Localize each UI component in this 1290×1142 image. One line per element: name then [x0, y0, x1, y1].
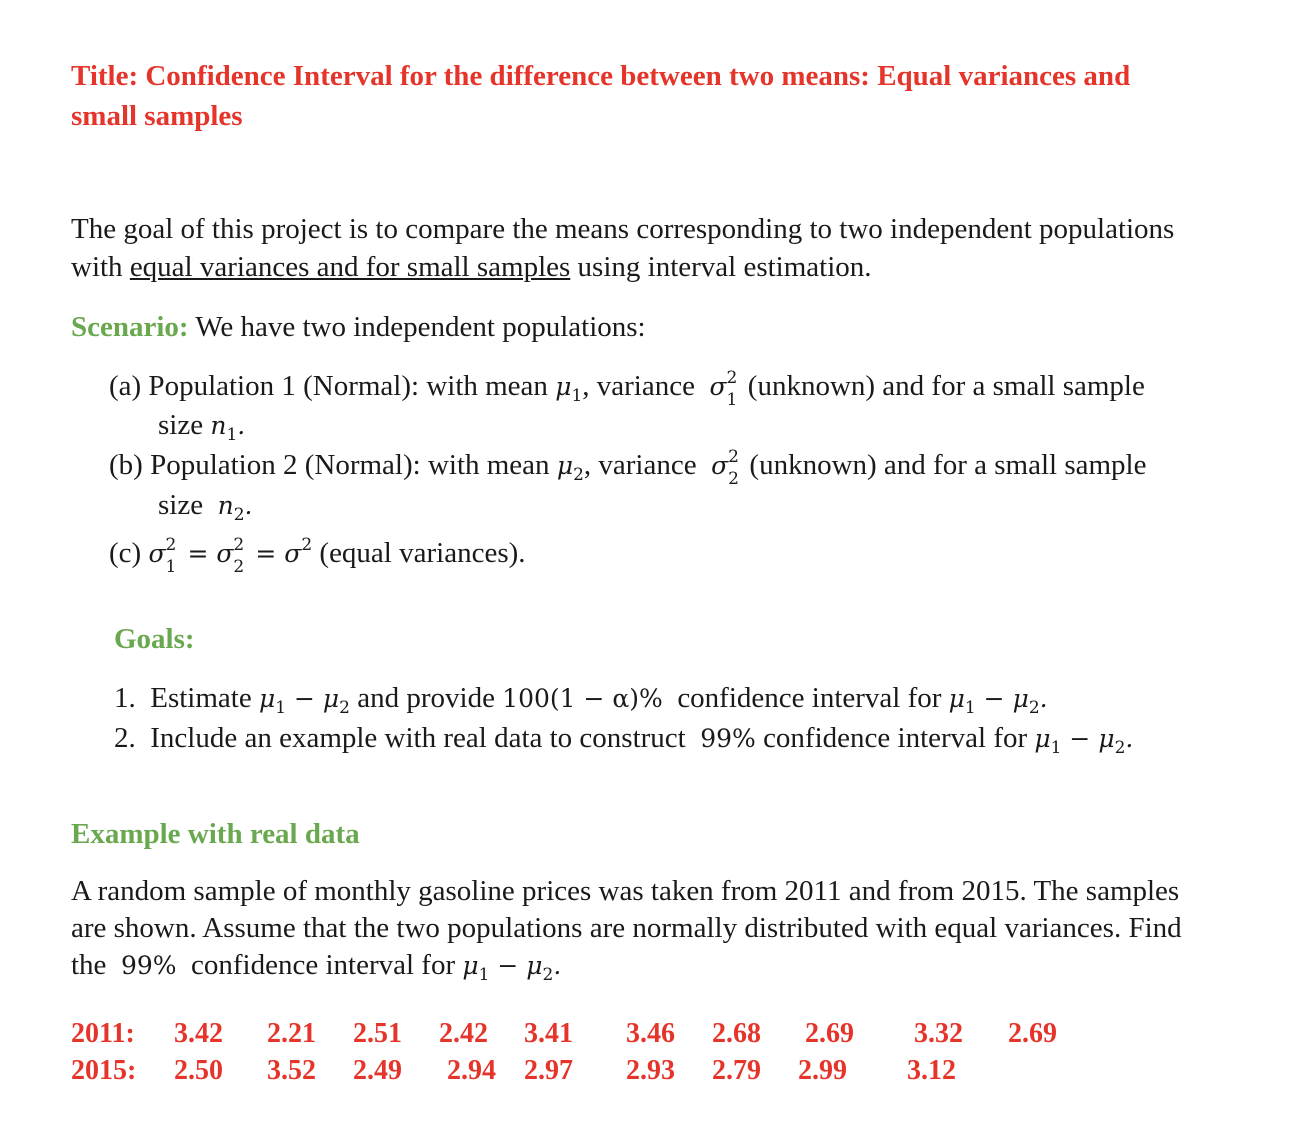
data-value: 2.68 [712, 1018, 761, 1049]
example-line-1: A random sample of monthly gasoline prices was taken from 2011 and from 2015. The samples [71, 875, 1180, 907]
data-value: 2.69 [805, 1018, 854, 1049]
data-value: 3.32 [914, 1018, 963, 1049]
data-value: 2.97 [524, 1055, 573, 1086]
data-value: 2.94 [447, 1055, 496, 1086]
data-value: 2.51 [353, 1018, 402, 1049]
data-value: 3.46 [626, 1018, 675, 1049]
scenario-item-b: (b) Population 2 (Normal): with mean $\mu_2$, variance σ 2 2 (unknown) and for a small sample [109, 447, 1147, 489]
data-value: 2.79 [712, 1055, 761, 1086]
intro-line-1: The goal of this project is to compare the means corresponding to two independent populations [71, 213, 1175, 245]
data-value: 3.42 [174, 1018, 223, 1049]
title-line-2: small samples [71, 100, 243, 132]
goal-item-2: 2. Include an example with real data to construct 99% confidence interval for $\mu_1 - \mu_2$. [114, 722, 1134, 758]
example-paragraph [71, 873, 1182, 994]
data-value: 2.69 [1008, 1018, 1057, 1049]
data-value: 2.21 [267, 1018, 316, 1049]
data-2011-label: 2011: [71, 1018, 135, 1049]
data-value: 3.12 [907, 1055, 956, 1086]
example-heading: Example with real data [71, 818, 360, 850]
data-value: 3.52 [267, 1055, 316, 1086]
scenario-item-b-size: size $n_2$. [158, 489, 253, 525]
data-2015-label: 2015: [71, 1055, 137, 1086]
scenario-item-a: (a) Population 1 (Normal): with mean $\mu_1$, variance σ 2 1 (unknown) and for a small sample [109, 368, 1145, 410]
data-value: 3.41 [524, 1018, 573, 1049]
title-line-1: Title: Confidence Interval for the difference between two means: Equal variances and [71, 60, 1131, 92]
page-title [71, 56, 1130, 136]
scenario-item-c: (c) σ 2 1 = σ 2 2 = $\sigma^2$ (equal variances). [109, 535, 526, 577]
scenario-text: We have two independent populations: [188, 311, 646, 343]
scenario-line [71, 308, 646, 346]
intro-paragraph [71, 210, 1174, 286]
intro-line-2: with equal variances and for small samples using interval estimation. [71, 251, 872, 283]
data-value: 2.99 [798, 1055, 847, 1086]
scenario-label: Scenario: [71, 311, 189, 343]
underlined-phrase: equal variances and for small samples [129, 251, 571, 283]
data-value: 2.49 [353, 1055, 402, 1086]
example-line-3: the 99% confidence interval for $\mu_1 - \mu_2$. [71, 949, 562, 985]
data-value: 2.50 [174, 1055, 223, 1086]
goal-item-1: 1. Estimate $\mu_1 - \mu_2$ and provide 100(1 − α)% confidence interval for $\mu_1 - \mu_2$. [114, 682, 1048, 718]
scenario-item-a-size: size $n_1$. [158, 409, 246, 445]
example-line-2: are shown. Assume that the two populations are normally distributed with equal variances. Find [71, 912, 1182, 944]
goals-heading: Goals: [114, 623, 195, 655]
data-value: 2.93 [626, 1055, 675, 1086]
data-value: 2.42 [439, 1018, 488, 1049]
